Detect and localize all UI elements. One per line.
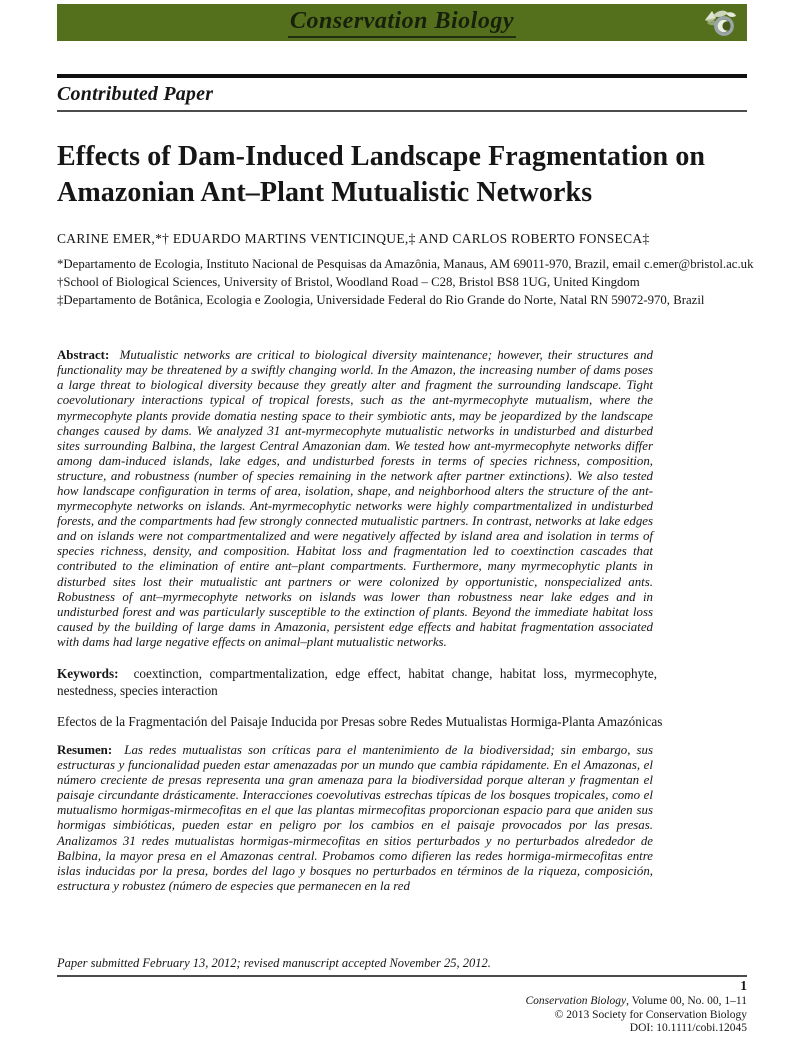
affiliation-line-1: *Departamento de Ecologia, Instituto Nacional de Pesquisas da Amazônia, Manaus, AM 69011-970, Brazil, email c.emer@bristol.ac.uk [57, 256, 754, 271]
spanish-title: Efectos de la Fragmentación del Paisaje Inducida por Presas sobre Redes Mutualistas Hormiga-Planta Amazónicas [57, 714, 663, 729]
authors-line: CARINE EMER,*† EDUARDO MARTINS VENTICINQUE,‡ AND CARLOS ROBERTO FONSECA‡ [57, 230, 650, 246]
submission-note: Paper submitted February 13, 2012; revised manuscript accepted November 25, 2012. [57, 956, 491, 970]
page-footer [57, 956, 747, 1036]
keywords-label: Keywords: [57, 666, 119, 681]
journal-name: Conservation Biology [525, 995, 627, 1007]
journal-banner [57, 4, 747, 41]
article-title: Effects of Dam-Induced Landscape Fragmentation on Amazonian Ant–Plant Mutualistic Networks [57, 141, 706, 208]
journal-logo-icon [699, 7, 741, 43]
resumen-text: Las redes mutualistas son críticas para el mantenimiento de la biodiversidad; sin embargo, sus estructuras y funcionalidad pueden estar amenazadas por un mundo que cambia rápidamente. En el Amazonas, el número creciente de presas representa una gran amenaza para la biodiversidad porque alteran y fragmentan el paisaje circundante drásticamente. Interacciones coevolutivas estrechas típicas de los bosques tropicales, como el mutualismo hormigas-mirmecofitas en el que las plantas mirmecofitas proporcionan espacio para que aniden sus hormigas simbióticas, pueden estar en peligro por los cambios en el paisaje provocados por las presas. Analizamos 31 redes mutualistas hormigas-mirmecofitas en sitios perturbados y no perturbados alrededor de Balbina, la mayor presa en el Amazonas central. Probamos como difieren las redes hormiga-mirmecofitas entre islas inducidas por la presa, bordes del lago y bosques no perturbados en términos de la riqueza, composición, estructura y robustez (número de especies que permanecen en la red [57, 743, 653, 893]
affiliation-line-3: ‡Departamento de Botânica, Ecologia e Zoologia, Universidade Federal do Rio Grande do Norte, Natal RN 59072-970, Brazil [57, 292, 705, 307]
doi-line: DOI: 10.1111/cobi.12045 [629, 1022, 747, 1034]
keywords-paragraph [57, 666, 657, 699]
spacer [109, 348, 119, 362]
abstract-label: Abstract: [57, 348, 110, 363]
footer-rule [57, 975, 747, 977]
affiliation-line-2: †School of Biological Sciences, University of Bristol, Woodland Road – C28, Bristol BS8 1UG, United Kingdom [57, 274, 640, 289]
keywords-text: coextinction, compartmentalization, edge effect, habitat change, habitat loss, myrmecophyte, nestedness, species interaction [57, 666, 658, 698]
journal-title: Conservation Biology [288, 9, 516, 37]
resumen-paragraph [57, 743, 653, 894]
section-rule-block [57, 74, 747, 112]
journal-volume-rest: , Volume 00, No. 00, 1–11 [626, 995, 747, 1007]
affiliations-block [57, 255, 754, 309]
page-number: 1 [740, 978, 747, 993]
copyright-line: © 2013 Society for Conservation Biology [554, 1008, 747, 1021]
resumen-label: Resumen: [57, 743, 113, 757]
spacer [119, 666, 134, 681]
journal-volume-line [57, 995, 747, 1009]
spacer [112, 743, 124, 757]
section-label: Contributed Paper [57, 78, 747, 112]
footer-meta [57, 995, 747, 1036]
abstract-paragraph [57, 348, 653, 650]
abstract-text: Mutualistic networks are critical to biological diversity maintenance; however, their structures and functionality may be threatened by a swiftly changing world. In the Amazon, the increasing number of dams poses a large threat to biological diversity because they greatly alter and fragment the surrounding landscape. Tight coevolutionary interactions typical of tropical forests, such as the ant-myrmecophyte mutualism, where the myrmecophyte plants provide domatia nesting space to their symbiotic ants, may be jeopardized by the landscape changes caused by dams. We analyzed 31 ant-myrmecophyte mutualistic networks in undisturbed and disturbed sites surrounding Balbina, the largest Central Amazonian dam. We tested how ant-myrmecophyte networks differ among dam-induced islands, lake edges, and undisturbed forests in terms of species richness, composition, structure, and robustness (number of species remaining in the network after partner extinctions). We also tested how landscape configuration in terms of area, isolation, shape, and neighborhood alters the structure of the ant-myrmecophyte networks on islands. Ant-myrmecophytic networks were highly compartmentalized in undisturbed forests, and the compartments had few strongly connected mutualistic partners. In contrast, networks at lake edges and on islands were not compartmentalized and were negatively affected by island area and isolation in terms of species richness, density, and composition. Habitat loss and fragmentation led to coextinction cascades that contributed to the elimination of entire ant–plant compartments. Furthermore, many myrmecophytic plants in disturbed sites lost their mutualistic ant partners or were colonized by opportunistic, nonspecialized ants. Robustness of ant–myrmecophyte networks on islands was lower than robustness near lake edges and in undisturbed forest and was particularly susceptible to the extinction of plants. Beyond the immediate habitat loss caused by the building of large dams in Amazonia, persistent edge effects and habitat fragmentation associated with dams had large negative effects on animal–plant mutualistic networks. [57, 348, 653, 649]
